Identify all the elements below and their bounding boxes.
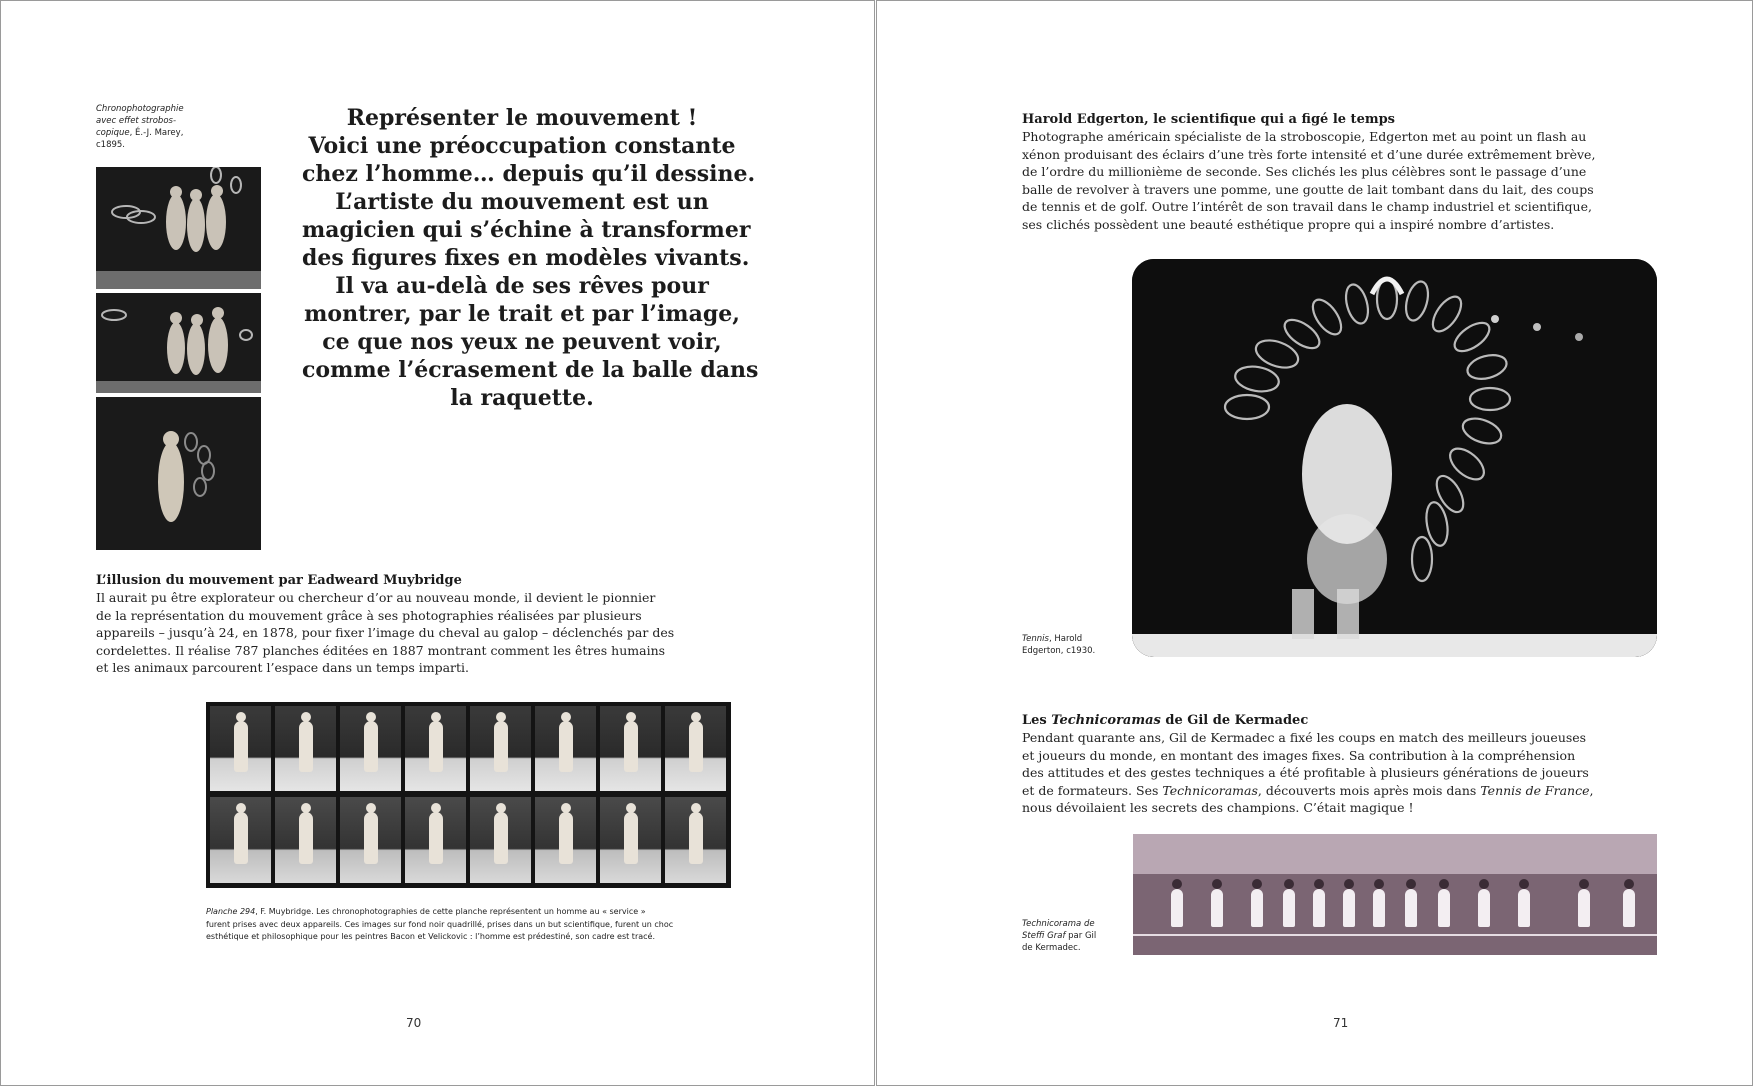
body-line: , — [1589, 782, 1594, 798]
plate-frame — [210, 797, 271, 883]
body-line: et de formateurs. Ses — [1022, 782, 1163, 798]
plate-caption-line: furent prises avec deux appareils. Ces images sur fond noir quadrillé, prises dans un but scientifique, furent un choc — [206, 919, 674, 929]
court-background — [1133, 834, 1657, 874]
body-line: ses clichés possèdent une beauté esthétique propre qui a inspiré nombre d’artistes. — [1022, 216, 1555, 232]
plate-frame — [470, 797, 531, 883]
body-line: des attitudes et des gestes techniques a été profitable à plusieurs générations de joueurs — [1022, 765, 1589, 780]
plate-frame — [665, 797, 726, 883]
kermadec-body — [1022, 729, 1593, 817]
edgerton-body — [1022, 128, 1595, 233]
marey-caption-line: c1895. — [96, 140, 126, 150]
edgerton-caption-line: Edgerton, c1930. — [1022, 646, 1096, 656]
body-line: appareils – jusqu’à 24, en 1878, pour fixer l’image du cheval au galop – déclenchés par des — [96, 625, 675, 640]
technicorama-caption — [1022, 918, 1132, 954]
plate-frame — [470, 706, 531, 791]
body-line: et les animaux parcourent l’espace dans un temps imparti. — [96, 660, 469, 675]
body-line: cordelettes. Il réalise 787 planches éditées en 1887 montrant comment les êtres humains — [96, 642, 666, 658]
plate-caption — [206, 906, 746, 944]
quote-line: Il va au-delà de ses rêves pour — [335, 273, 709, 299]
kermadec-heading-post: de Gil de Kermadec — [1160, 713, 1309, 728]
marey-photo-1 — [96, 167, 261, 289]
plate-frame — [405, 797, 466, 883]
body-line: Il aurait pu être explorateur ou chercheur d’or au nouveau monde, il devient le pionnier — [96, 590, 656, 605]
marey-photo-3 — [96, 397, 261, 550]
quote-line: comme l’écrasement de la balle dans — [302, 357, 759, 383]
kermadec-heading-pre: Les — [1022, 713, 1052, 728]
body-line: et joueurs du monde, en montant des images fixes. Sa contribution à la compréhension — [1022, 747, 1576, 763]
muybridge-heading: L’illusion du mouvement par Eadweard Muybridge — [96, 573, 462, 588]
plate-caption-line: , F. Muybridge. Les chronophotographies de cette planche représentent un homme au « service » — [255, 907, 646, 916]
kermadec-heading — [1022, 712, 1308, 729]
body-line: de l’ordre du millionième de seconde. Ses clichés les plus célèbres sont le passage d’une — [1022, 164, 1587, 179]
quote-line: magicien qui s’échine à transformer — [302, 217, 751, 243]
body-line: de tennis et de golf. Outre l’intérêt de son travail dans le champ industriel et scientifique, — [1022, 199, 1592, 214]
quote-line: ce que nos yeux ne peuvent voir, — [322, 329, 722, 355]
quote-line: Voici une préoccupation constante — [308, 133, 736, 159]
marey-caption-line: , É.-J. Marey, — [129, 128, 184, 138]
edgerton-heading: Harold Edgerton, le scientifique qui a figé le temps — [1022, 112, 1396, 127]
quote-line: chez l’homme… depuis qu’il dessine. — [302, 161, 756, 187]
body-line: balle de revolver à travers une pomme, une goutte de lait tombant dans du lait, des coups — [1022, 181, 1594, 197]
quote-line: Représenter le mouvement ! — [346, 105, 698, 131]
muybridge-body — [96, 589, 674, 677]
plate-frame — [600, 706, 661, 791]
body-line: de la représentation du mouvement grâce à ses photographies réalisées par plusieurs — [96, 607, 642, 623]
muybridge-plate — [206, 702, 731, 888]
technicorama-caption-line: de Kermadec. — [1022, 943, 1081, 953]
edgerton-caption-line: , Harold — [1048, 634, 1083, 644]
plate-frame — [535, 797, 596, 883]
plate-frame — [405, 706, 466, 791]
body-line: Pendant quarante ans, Gil de Kermadec a fixé les coups en match des meilleurs joueuses — [1022, 730, 1587, 745]
marey-caption-line: Chronophotographie — [96, 104, 184, 114]
pull-quote — [302, 104, 759, 412]
plate-frame — [665, 706, 726, 791]
plate-caption-line: esthétique et philosophique pour les peintres Bacon et Velickovic : l’homme est prédestiné, son cadre est tracé. — [206, 932, 655, 941]
body-line: , découverts mois après mois dans — [1257, 782, 1481, 798]
marey-photo-2 — [96, 293, 261, 393]
body-line: xénon produisant des éclairs d’une très forte intensité et d’une durée extrêmement brève, — [1022, 146, 1596, 162]
plate-frame — [275, 706, 336, 791]
quote-line: la raquette. — [450, 385, 594, 411]
edgerton-caption-title: Tennis — [1022, 634, 1049, 644]
plate-frame — [275, 797, 336, 883]
plate-frame — [340, 706, 401, 791]
marey-caption-line: avec effet strobos- — [96, 116, 177, 126]
plate-frame — [600, 797, 661, 883]
body-line: nous dévoilaient les secrets des champions. C’était magique ! — [1022, 800, 1414, 815]
edgerton-caption — [1022, 633, 1132, 657]
quote-line: montrer, par le trait et par l’image, — [304, 301, 740, 327]
body-line: Photographe américain spécialiste de la stroboscopie, Edgerton met au point un flash au — [1022, 129, 1587, 144]
quote-line: L’artiste du mouvement est un — [335, 189, 709, 215]
plate-frame — [340, 797, 401, 883]
body-italic: Technicoramas — [1162, 782, 1258, 798]
plate-frame — [535, 706, 596, 791]
page-number-left: 70 — [406, 1016, 422, 1030]
marey-caption — [96, 103, 196, 151]
body-italic: Tennis de France — [1480, 782, 1590, 798]
marey-caption-line: copique — [96, 128, 130, 138]
plate-caption-title: Planche 294 — [206, 907, 256, 916]
technicorama-caption-line: Steffi Graf — [1022, 931, 1066, 941]
kermadec-heading-title: Technicoramas — [1051, 713, 1161, 728]
technicorama-caption-line: par Gil — [1065, 931, 1097, 941]
technicorama-caption-line: Technicorama de — [1022, 919, 1095, 929]
quote-line: des figures fixes en modèles vivants. — [302, 245, 750, 271]
page-number-right: 71 — [1333, 1016, 1349, 1030]
plate-frame — [210, 706, 271, 791]
technicorama-photo — [1133, 834, 1657, 955]
edgerton-tennis-photo — [1132, 259, 1657, 657]
